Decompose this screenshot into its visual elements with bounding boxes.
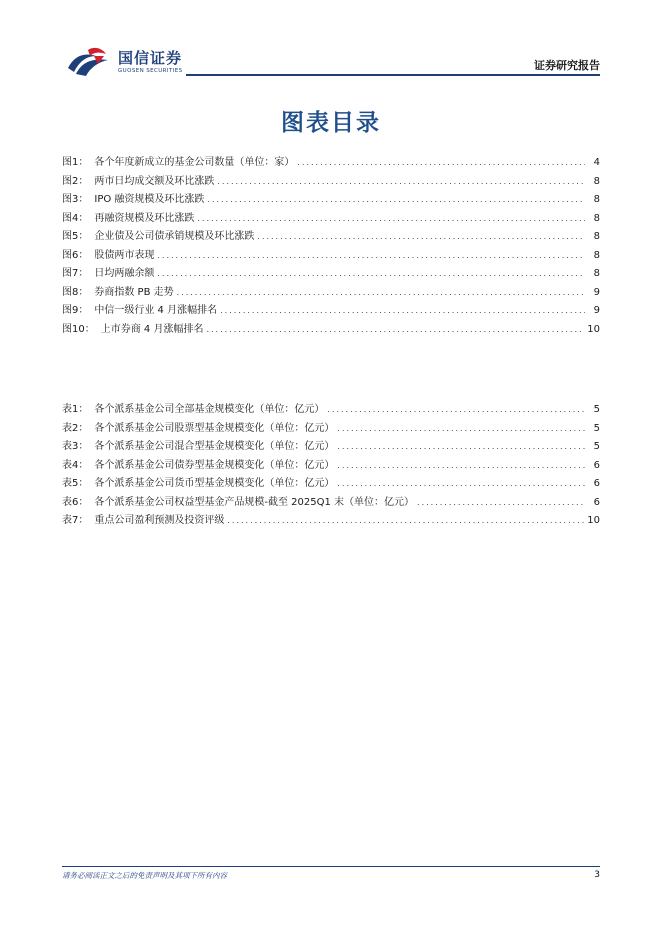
toc-entry-page: 9 [593,305,600,316]
logo-name-en: GUOSEN SECURITIES [118,68,183,74]
toc-entry-number: 图3： [62,194,89,205]
toc-entry-page: 10 [587,515,600,526]
toc-entry-title: 再融资规模及环比涨跌 [94,212,195,224]
toc-leader-dots [227,512,584,531]
toc-entry-number: 图10： [62,323,95,335]
guosen-logo-icon [66,46,110,78]
toc-entry-page: 5 [593,404,600,415]
toc-entry[interactable] [62,154,600,173]
toc-entry[interactable] [62,321,600,340]
toc-entry-page: 5 [593,441,600,452]
toc-entry[interactable] [62,173,600,192]
toc-leader-dots [220,302,585,321]
header-divider [186,74,600,76]
toc-entry[interactable] [62,438,600,457]
toc-leader-dots [197,210,585,229]
toc-entry-page: 5 [593,422,600,434]
toc-entry-page: 8 [593,268,600,279]
toc-entry-page: 8 [593,212,600,224]
toc-entry-page: 9 [593,286,600,298]
toc-entry[interactable] [62,401,600,420]
page-header [0,0,662,80]
toc-leader-dots [157,265,585,284]
figure-list [62,154,600,339]
toc-entry-title: 券商指数 PB 走势 [94,286,174,298]
toc-leader-dots [337,438,585,457]
disclaimer-note: 请务必阅读正文之后的免责声明及其项下所有内容 [62,871,227,880]
toc-entry-page: 4 [593,157,600,168]
logo-name-cn: 国信证券 [118,49,183,67]
page-title: 图表目录 [281,110,381,136]
toc-leader-dots [177,284,585,303]
toc-entry-title: 各个派系基金公司货币型基金规模变化（单位：亿元） [94,478,335,489]
toc-entry-number: 表6： [62,496,89,508]
toc-leader-dots [337,475,585,494]
toc-entry-number: 图8： [62,286,89,298]
toc-leader-dots [417,494,585,513]
toc-entry-number: 图4： [62,212,89,224]
toc-entry-number: 表4： [62,459,89,471]
toc-entry-title: 上市券商 4 月涨幅排名 [100,323,204,335]
toc-entry[interactable] [62,475,600,494]
toc-leader-dots [207,191,585,210]
toc-leader-dots [337,457,585,476]
toc-leader-dots [297,154,585,173]
toc-entry-page: 8 [593,175,600,187]
toc-entry-title: 各个派系基金公司债券型基金规模变化（单位：亿元） [94,459,335,471]
toc-entry-title: 企业债及公司债承销规模及环比涨跌 [94,231,255,242]
toc-entry-title: 各个年度新成立的基金公司数量（单位：家） [94,157,295,168]
toc-leader-dots [157,247,585,266]
toc-entry-title: 各个派系基金公司全部基金规模变化（单位：亿元） [94,404,325,415]
toc-entry-page: 8 [593,249,600,261]
toc-entry-title: 股债两市表现 [94,249,155,261]
toc-entry-title: 各个派系基金公司混合型基金规模变化（单位：亿元） [94,441,335,452]
toc-leader-dots [206,321,584,340]
toc-entry[interactable] [62,494,600,513]
toc-entry-page: 10 [587,323,600,335]
toc-entry[interactable] [62,247,600,266]
toc-leader-dots [327,401,585,420]
toc-entry-number: 图7： [62,268,89,279]
toc-entry-title: 两市日均成交额及环比涨跌 [94,175,215,187]
toc-entry-number: 图9： [62,305,89,316]
toc-entry-number: 表3： [62,441,89,452]
toc-entry-number: 图1： [62,157,89,168]
toc-entry-number: 图6： [62,249,89,261]
toc-entry-page: 6 [593,459,600,471]
toc-leader-dots [257,228,585,247]
toc-entry[interactable] [62,210,600,229]
toc-entry-number: 表1： [62,404,89,415]
toc-leader-dots [217,173,585,192]
toc-entry-page: 8 [593,231,600,242]
toc-entry[interactable] [62,457,600,476]
toc-entry-page: 6 [593,496,600,508]
table-list [62,401,600,531]
toc-entry[interactable] [62,512,600,531]
toc-entry-number: 表5： [62,478,89,489]
footer-divider [62,866,600,867]
toc-entry[interactable] [62,265,600,284]
toc-entry-title: 日均两融余额 [94,268,155,279]
toc-entry-number: 表7： [62,515,89,526]
toc-entry[interactable] [62,420,600,439]
toc-entry-page: 8 [593,194,600,205]
toc-entry[interactable] [62,228,600,247]
toc-entry-title: 各个派系基金公司股票型基金规模变化（单位：亿元） [94,422,335,434]
toc-entry-title: 重点公司盈利预测及投资评级 [94,515,225,526]
toc-entry[interactable] [62,191,600,210]
toc-entry[interactable] [62,284,600,303]
toc-entry-page: 6 [593,478,600,489]
report-type-label: 证券研究报告 [534,59,600,72]
toc-entry-number: 图5： [62,231,89,242]
toc-entry-number: 图2： [62,175,89,187]
toc-entry-title: IPO 融资规模及环比涨跌 [94,194,205,205]
toc-entry-number: 表2： [62,422,89,434]
toc-entry-title: 各个派系基金公司权益型基金产品规模-截至 2025Q1 末（单位：亿元） [94,496,415,508]
toc-leader-dots [337,420,585,439]
toc-entry[interactable] [62,302,600,321]
toc-entry-title: 中信一级行业 4 月涨幅排名 [94,305,218,316]
page-number: 3 [594,870,600,880]
